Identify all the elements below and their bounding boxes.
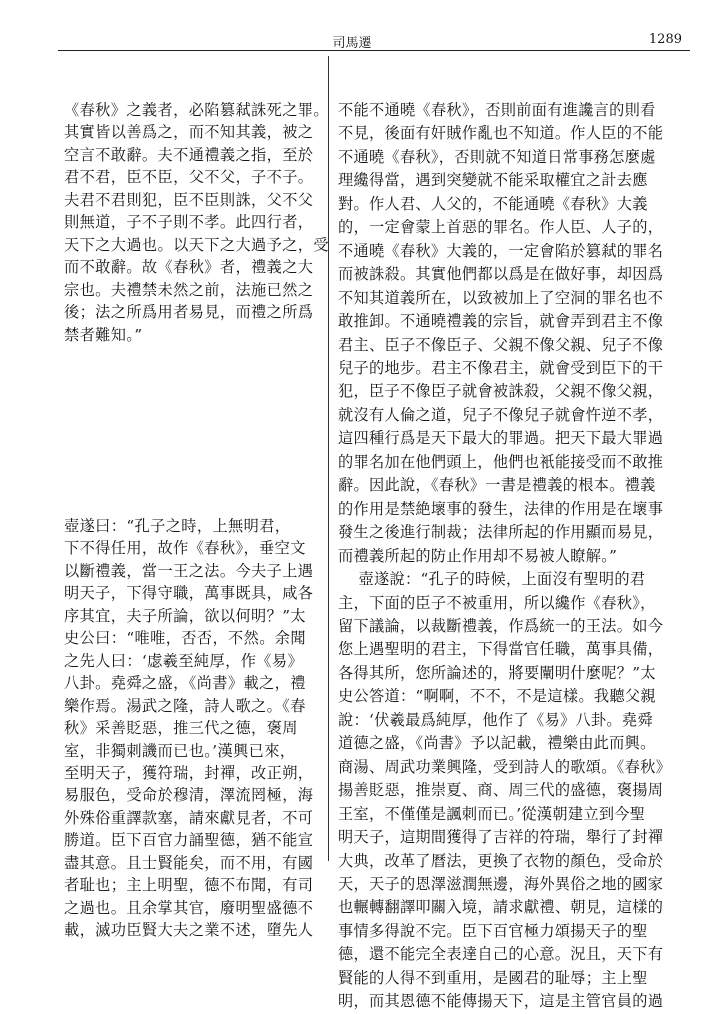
text-line: 壺遂曰：“孔子之時，上無明君， — [64, 517, 291, 535]
text-line: 賢能的人得不到重用，是國君的耻辱；主上聖 — [338, 968, 648, 987]
text-line: 不見，後面有奸賊作亂也不知道。作人臣的不能 — [338, 124, 664, 143]
header-rule — [58, 50, 690, 51]
text-line: 外殊俗重譯款塞，請來獻見者，不可 — [64, 808, 314, 827]
text-line: 德，還不能完全表達自己的心意。況且，天下有 — [338, 945, 664, 964]
text-line: 載，滅功臣賢大夫之業不述，墮先人 — [64, 921, 314, 940]
text-line: 說：‘伏羲最爲純厚，他作了《易》八卦。堯舜 — [338, 710, 653, 729]
text-line: 不通曉《春秋》，否則就不知道日常事務怎麼處 — [338, 147, 656, 166]
text-line: 後；法之所爲用者易見，而禮之所爲 — [64, 303, 314, 322]
text-line: 理纔得當，遇到突變就不能采取權宜之計去應 — [338, 171, 648, 190]
text-line: 室，非獨刺譏而已也。’漢興已來， — [64, 741, 296, 760]
text-line: 明，而其恩德不能傳揚天下，這是主管官員的過 — [338, 992, 664, 1011]
text-line: 君不君，臣不臣，父不父，子不子。 — [64, 168, 314, 187]
text-line: 發生之後進行制裁；法律所起的作用顯而易見， — [338, 523, 664, 542]
text-line: 商湯、周武功業興隆，受到詩人的歌頌。《春秋》 — [338, 757, 672, 776]
text-line: 大典，改革了曆法，更換了衣物的顏色，受命於 — [338, 851, 664, 870]
text-line: 明天子，下得守職，萬事既具，咸各 — [64, 584, 314, 603]
text-line: 史公答道：“啊啊，不不，不是這樣。我聽父親 — [338, 687, 656, 706]
text-line: 對。作人君、人父的，不能通曉《春秋》大義 — [338, 194, 648, 213]
text-line: 序其宜，夫子所論，欲以何明？”太 — [64, 606, 306, 625]
text-line: 樂作焉。湯武之隆，詩人歌之。《春 — [64, 696, 306, 715]
text-line: 不通曉《春秋》大義的，一定會陷於篡弒的罪名 — [338, 241, 664, 260]
translation-text-column — [338, 99, 671, 1014]
text-line: 八卦。堯舜之盛，《尚書》載之，禮 — [64, 674, 306, 693]
text-line: 明天子，這期間獲得了吉祥的符瑞，舉行了封禪 — [338, 828, 664, 847]
text-line: 則無道，子不子則不孝。此四行者， — [64, 213, 314, 232]
text-line: 犯，臣子不像臣子就會被誅殺，父親不像父親， — [338, 382, 664, 401]
text-line: 王室，不僅僅是諷刺而已。’從漢朝建立到今聖 — [338, 804, 646, 823]
text-line: 也輾轉翻譯叩關入境，請求獻禮、朝見，這樣的 — [338, 898, 664, 917]
text-line: 其實皆以善爲之，而不知其義，被之 — [64, 123, 314, 142]
text-line: 易服色，受命於穆清，澤流罔極，海 — [64, 786, 314, 805]
text-line: 以斷禮義，當一王之法。今夫子上遇 — [64, 561, 314, 580]
text-line: 各得其所，您所論述的，將要闡明什麼呢？”太 — [338, 663, 656, 682]
text-line: 留下議論，以裁斷禮義，作爲統一的王法。如今 — [338, 616, 664, 635]
text-line: 天，天子的恩澤滋潤無邊，海外異俗之地的國家 — [338, 874, 664, 893]
text-line: 宗也。夫禮禁未然之前，法施已然之 — [64, 280, 314, 299]
text-line: 的作用是禁絶壞事的發生，法律的作用是在壞事 — [338, 499, 664, 518]
text-line: 者耻也；主上明聖，德不布聞，有司 — [64, 876, 314, 895]
text-line: 兒子的地步。君主不像君主，就會受到臣下的干 — [338, 358, 664, 377]
text-line: 史公曰：“唯唯，否否，不然。余聞 — [64, 629, 306, 648]
text-line: 空言不敢辭。夫不通禮義之指，至於 — [64, 145, 314, 164]
original-text-passage-1 — [64, 99, 329, 346]
text-line: 下不得任用，故作《春秋》，垂空文 — [64, 539, 306, 558]
text-line: 禁者難知。” — [64, 325, 143, 344]
text-line: 辭。因此說，《春秋》一書是禮義的根本。禮義 — [338, 476, 656, 495]
text-line: 您上遇聖明的君主，下得當官任職，萬事具備， — [338, 640, 664, 659]
text-line: 而被誅殺。其實他們都以爲是在做好事，却因爲 — [338, 265, 664, 284]
text-line: 而不敢辭。故《春秋》者，禮義之大 — [64, 258, 314, 277]
text-line: 事情多得說不完。臣下百官極力頌揚天子的聖 — [338, 921, 648, 940]
text-line: 這四種行爲是天下最大的罪過。把天下最大罪過 — [338, 429, 664, 448]
text-line: 至明天子，獲符瑞，封禪，改正朔， — [64, 763, 314, 782]
text-line: 夫君不君則犯，臣不臣則誅，父不父 — [64, 190, 314, 209]
text-line: 的罪名加在他們頭上，他們也衹能接受而不敢推 — [338, 452, 664, 471]
text-line: 主，下面的臣子不被重用，所以纔作《春秋》， — [338, 593, 656, 612]
original-text-passage-2 — [64, 515, 313, 942]
text-line: 《春秋》之義者，必陷篡弒誅死之罪。 — [64, 101, 329, 119]
text-line: 壺遂說：“孔子的時候，上面沒有聖明的君 — [338, 570, 646, 589]
text-line: 君主、臣子不像臣子、父親不像父親、兒子不像 — [338, 335, 664, 354]
text-line: 不知其道義所在，以致被加上了空洞的罪名也不 — [338, 288, 664, 307]
text-line: 之先人曰：‘虙羲至純厚，作《易》 — [64, 651, 304, 670]
text-line: 的，一定會蒙上首惡的罪名。作人臣、人子的， — [338, 218, 664, 237]
text-line: 就沒有人倫之道，兒子不像兒子就會忤逆不孝， — [338, 405, 664, 424]
running-head-title: 司馬遷 — [332, 36, 372, 51]
text-line: 不能不通曉《春秋》，否則前面有進讒言的則看 — [338, 101, 656, 119]
text-line: 敢推卸。不通曉禮義的宗旨，就會弄到君主不像 — [338, 312, 664, 331]
text-line: 而禮義所起的防止作用却不易被人瞭解。” — [338, 546, 618, 565]
page-number: 1289 — [648, 32, 682, 47]
text-line: 道德之盛，《尚書》予以記載，禮樂由此而興。 — [338, 734, 656, 753]
text-line: 揚善貶惡，推崇夏、商、周三代的盛德，褒揚周 — [338, 781, 664, 800]
text-line: 盡其意。且士賢能矣，而不用，有國 — [64, 853, 314, 872]
text-line: 勝道。臣下百官力誦聖德，猶不能宣 — [64, 831, 314, 850]
text-line: 秋》采善貶惡，推三代之德，褒周 — [64, 719, 298, 738]
text-line: 之過也。且余掌其官，廢明聖盛德不 — [64, 898, 314, 917]
text-line: 天下之大過也。以天下之大過予之，受 — [64, 235, 329, 254]
